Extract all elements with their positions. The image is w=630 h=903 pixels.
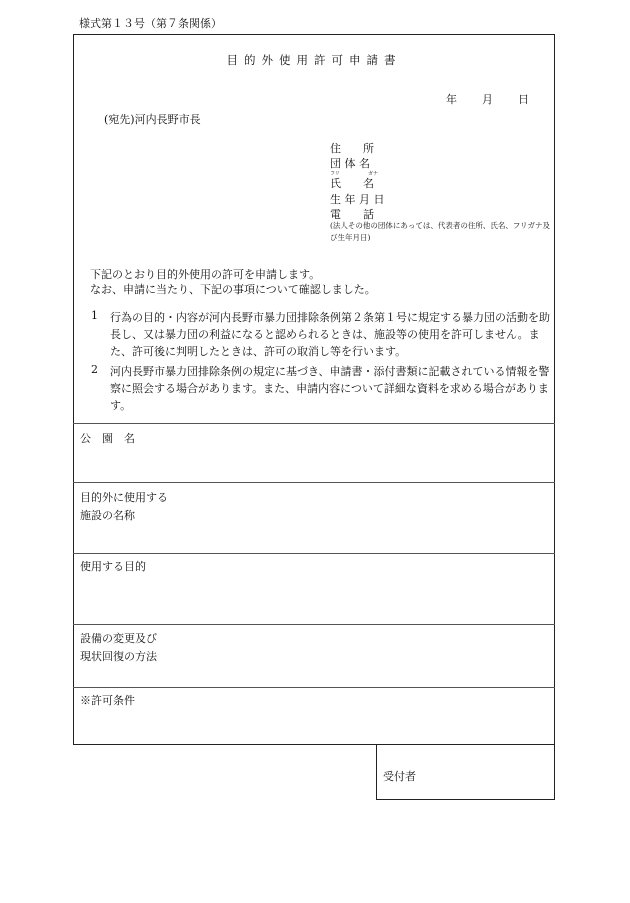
- intro-line-2: なお、申請に当たり、下記の事項について確認しました。: [90, 283, 376, 296]
- conditions-label: ※許可条件: [80, 694, 135, 707]
- date-day-label: 日: [518, 93, 529, 106]
- facility-label-line-1: 目的外に使用する: [80, 491, 168, 504]
- item-2-text: 河内長野市暴力団排除条例の規定に基づき、申請書・添付書類に記載されている情報を警察に照会する場合があります。また、申請内容について詳細な資料を求める場合があります。: [110, 365, 550, 412]
- divider: [73, 423, 555, 424]
- name-label: 氏 名: [330, 177, 374, 190]
- divider: [73, 624, 555, 625]
- corporate-note: (法人その他の団体にあっては、代表者の住所、氏名、フリガナ及び生年月日): [330, 221, 550, 242]
- equipment-label-line-2: 現状回復の方法: [80, 650, 157, 663]
- address-label: 住 所: [330, 142, 374, 155]
- divider: [73, 482, 555, 483]
- receptionist-label: 受付者: [383, 770, 416, 783]
- furigana-right: ガナ: [368, 171, 379, 177]
- form-title: 目的外使用許可申請書: [226, 53, 402, 67]
- date-year-label: 年: [446, 93, 457, 106]
- group-name-label: 団 体 名: [330, 157, 370, 170]
- facility-label-line-2: 施設の名称: [80, 509, 135, 522]
- phone-label: 電 話: [330, 208, 374, 221]
- purpose-label: 使用する目的: [80, 560, 146, 573]
- furigana-left: フリ: [330, 171, 340, 177]
- divider: [73, 687, 555, 688]
- item-1-text: 行為の目的・内容が河内長野市暴力団排除条例第２条第１号に規定する暴力団の活動を助長し、又は暴力団の利益になると認められるときは、施設等の使用を許可しません。また、許可後に判明したときは、許可の取消し等を行います。: [110, 311, 550, 358]
- form-number: 様式第１３号（第７条関係）: [79, 17, 222, 30]
- item-2-number: 2: [91, 363, 98, 376]
- divider: [73, 553, 555, 554]
- equipment-label-line-1: 設備の変更及び: [80, 632, 157, 645]
- birthdate-label: 生 年 月 日: [330, 193, 385, 206]
- addressee: (宛先)河内長野市長: [104, 113, 201, 126]
- park-name-label: 公 園 名: [80, 432, 135, 445]
- intro-line-1: 下記のとおり目的外使用の許可を申請します。: [90, 268, 321, 281]
- item-1-number: 1: [91, 309, 98, 322]
- date-month-label: 月: [482, 93, 493, 106]
